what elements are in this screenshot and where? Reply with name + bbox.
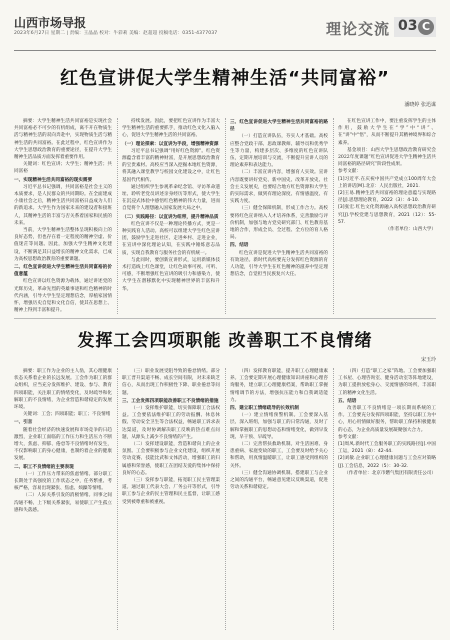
section-letter-badge: C (418, 19, 434, 35)
section-heading: 一、实现精神生活共同富裕的现实需要 (14, 177, 93, 183)
paragraph: [1]习近平.在庆祝中国共产党成立100周年大会上的讲话[M].北京：人民出版社，2021. (338, 176, 436, 189)
article-1-column-1 (14, 118, 112, 314)
article-2-headline: 发挥工会四项职能 改善职工不良情绪 (77, 331, 373, 351)
section-title: 理论交流 (325, 20, 390, 38)
paragraph: [3]张宏.红色文化资源融入高校思想政治教育研究[J].学校党建与思想教育，2021（12）：55-57. (338, 205, 436, 225)
paragraph: （一）建立情绪预警机制。工会要深入基层、深入班组，加强与职工的日常沟通，及时了解和掌握职工的思想动态和情绪变化，做到早发现、早干预、早疏导。 (230, 413, 328, 440)
paragraph: 习近平总书记强调，共同富裕是社会主义的本质要求，是人民群众的共同期盼。在全面建成小康社会之后，精神生活共同富裕日益成为人们的新追求。大学生作为国家未来的建设者和接班人，其精神生活的丰富与否关系着国家和民族的未来。 (14, 184, 112, 226)
paragraph: （二）丰富宣讲内容，增强育人实效。宣讲内容既要讲好党史、新中国史、改革开放史、社会主义发展史，也要结合地方红色资源和大学生的实际需求，做到有理论深度、有情感温度、有实践力度。 (230, 170, 328, 205)
paragraph: 摘要：职工作为企业的主人翁，其心理健康状态关系着企业的长远发展。工会作为职工的群众组织，应当充分发挥维护、建设、参与、教育四项职能，关注职工的情绪变化，及时疏导和化解职工的不良情绪，为企业营造和谐稳定的发展环境。 (14, 369, 112, 411)
paragraph: 改善职工不良情绪是一项长期而系统的工作。工会要充分发挥四项职能，坚持以职工为中心，用心用情做好服务，帮助职工保持积极健康的心态，为企业高质量发展凝聚强大合力。 (338, 406, 436, 433)
paragraph: 通过组织学生参观革命纪念馆、寻访革命遗址、聆听老党员讲述亲身经历等形式，使大学生在沉浸式体验中感悟红色精神的伟大力量，进而自觉将个人理想融入国家发展大局之中。 (122, 184, 220, 212)
paragraph: 参考文献： (338, 434, 361, 440)
column-divider (333, 368, 334, 630)
column-divider (333, 118, 334, 314)
article-separator (14, 318, 436, 319)
paragraph: （一）打造宣讲队伍，夯实人才基础。高校应整合党政干部、思政课教师、辅导员和优秀学生等力量，构建多层次、多维度的红色宣讲队伍，定期开展培训与交流，不断提升宣讲人员的理论素养和表达能力。 (230, 134, 328, 169)
section-heading: 一、引言 (14, 420, 33, 426)
article-2-column-3 (230, 368, 328, 630)
paragraph: （二）完善帮扶救助机制。对生活困难、身患重病、家庭变故的职工，工会要及时给予关心和帮助，用真情温暖职工，让职工感受到组织的关怀。 (230, 442, 328, 469)
paragraph: （二）人际关系引发的消极情绪。同事之间沟通不畅、上下级关系紧张，易使职工产生孤立感和失落感。 (14, 493, 112, 513)
section-heading: 二、红色宣讲促进大学生精神生活共同富裕的价值意蕴 (14, 265, 112, 278)
article-2-column-2 (122, 368, 220, 630)
section-heading: （二）实践路径：以宣讲为纽带，提升精神品质 (122, 214, 219, 220)
paragraph: 当前，大学生精神生活整体呈现积极向上的良好态势，但也存在着一定程度的精神空虚、价值迷茫等问题。因此，加强大学生精神文化建设，不断满足其日益增长的精神文化需求，已成为高校思想政治教育的重要课题。 (14, 228, 112, 262)
paragraph: 红色宣讲是促进大学生精神生活共同富裕的有效途径。新时代高校要充分发挥红色资源的育人功能，引导大学生在红色精神的滋养中坚定理想信念，自觉担当民族复兴大任。 (230, 250, 328, 278)
paragraph: （一）工作压力带来的焦虑情绪。部分职工长期处于高强度的工作状态之中，任务繁重、考核严格，容易出现紧张、焦虑、烦躁等情绪。 (14, 471, 112, 492)
article-2-column-4 (338, 368, 436, 630)
paragraph: （三）职业发展受阻导致的倦怠情绪。部分职工晋升渠道不畅、成长空间有限，对未来缺乏信心，从而出现工作积极性下降、职业倦怠等问题。 (122, 369, 220, 396)
section-heading: 四、建立职工情绪疏导的长效机制 (230, 406, 299, 412)
paragraph: [2]刘敏.企业职工心理健康问题与工会应对策略[J].工会信息，2022（5）：30-32. (338, 456, 436, 469)
article-1-column-3 (230, 118, 328, 314)
article-2-column-1 (14, 368, 112, 630)
section-heading: （一）理论探索：以宣讲为手段，增强精神资源 (122, 141, 219, 147)
paragraph: （作者单位：北京市燃气集团有限责任公司） (344, 470, 436, 476)
paragraph: （三）健全沟通协调机制。搭建职工与企业之间的沟通平台，畅通意见建议反映渠道，促进劳动关系和谐稳定。 (230, 470, 328, 491)
paragraph: 参考文献： (338, 169, 361, 175)
paragraph: （作者单位：山西大学） (385, 227, 436, 233)
masthead-rule (14, 50, 436, 51)
paragraph: （四）发挥教育职能，提升职工心理健康素养。工会要定期开展心理健康知识讲座和心理咨询服务，建立职工心理健康档案，帮助职工掌握情绪调节的方法，增强抗压能力和自我调适能力。 (230, 369, 328, 403)
paragraph: [1]周凤.新时代工会服务职工的实践路径[J].中国工运，2021（8）：42-44. (338, 442, 436, 455)
paragraph: 与此同时，要创新宣讲形式，运用新媒体技术打造线上红色课堂，让红色故事可视、可听、可感，不断增强红色宣讲的吸引力和感染力，使大学生在潜移默化中实现精神世界的丰富和升华。 (122, 257, 220, 292)
article-1-column-2 (122, 118, 220, 314)
paragraph: 红色宣讲不仅是一种理论传播方式，更是一种实践育人活动。高校可以组建大学生红色宣讲团，鼓励学生走进社区、走进乡村、走进企业，在宣讲中深化理论认知，在实践中锤炼意志品质，实现自我教育与服务社会的有机统一。 (122, 221, 220, 256)
article-1-byline: 潘晓婷 张迅谋 (404, 102, 436, 108)
section-heading: 五、结语 (338, 398, 357, 404)
masthead (14, 14, 436, 48)
issue-meta: 2023年6月27日 星期二 | 责编：王晶晶 校对：牛彩莉 美编：赵超超 投稿电话：0351-4377037 (14, 31, 218, 36)
paragraph: 关键词：红色宣讲；大学生；精神生活；共同富裕 (14, 162, 112, 175)
paragraph: 摘要：大学生精神生活共同富裕是实现社会共同富裕必不可少的有机组成，离不开在物质生活与精神生活的双向奔赴中，实现物质生活与精神生活的共同富裕。在此过程中，红色宣讲作为大学生思想政治教育的重要途径，在提升大学生精神生活品质方面发挥着重要作用。 (14, 119, 112, 161)
column-divider (117, 368, 118, 630)
newspaper-name: 山西市场导报 (14, 16, 87, 30)
article-2-byline: 宋玉玲 (420, 357, 436, 363)
paragraph: [2]王易.精神生活共同富裕的理论意蕴与实现路径[J].思想理论教育，2022（3）：4-10. (338, 191, 436, 204)
paragraph: （三）健全保障机制，形成工作合力。高校要将红色宣讲纳入人才培养体系，完善激励与评价机制，加强与地方党史研究部门、红色教育基地的合作，形成全员、全过程、全方位的育人格局。 (230, 206, 328, 241)
section-heading: 二、职工不良情绪的主要表现 (14, 464, 74, 470)
paragraph: 红色宣讲以红色资源为载体，通过讲述党的光辉历史、革命先烈的英雄事迹和红色精神的时代内涵，引导大学生坚定理想信念，厚植家国情怀，增强历史自觉和文化自信，使其在思想上、精神上得到丰富和提升。 (14, 279, 112, 314)
paragraph: （二）发挥建设职能，营造和谐向上的企业氛围。工会要积极参与企业文化建设，组织开展劳动竞赛、技能比武和文体活动，增强职工的归属感和荣誉感，使职工在团结友爱的集体中保持良好的心态。 (122, 442, 220, 476)
paragraph: （三）发挥参与职能，拓宽职工民主管理渠道。通过职工代表大会、厂务公开等形式，引导职工参与企业的民主管理和民主监督，让职工感受到被尊重和被重视。 (122, 478, 220, 505)
section-heading: 三、工会发挥四项职能改善职工不良情绪的措施 (122, 398, 219, 404)
column-divider (225, 368, 226, 630)
column-divider (117, 118, 118, 314)
paragraph: 基金项目：山西大学生思想政治教育研究会2022年度课题“红色宣讲促进大学生精神生活共同富裕的路径研究”阶段性成果。 (338, 147, 436, 168)
section-heading: 四、结语 (230, 243, 249, 249)
paragraph: （四）打造“职工之家”阵地。工会要加强职工书屋、心理咨询室、健身活动室等阵地建设，为职工提供放松身心、交流情感的场所，丰富职工的精神文化生活。 (338, 369, 436, 396)
paragraph: （一）发挥维护职能，切实保障职工合法权益。工会要依法维护职工的劳动报酬、休息休假、劳动安全卫生等合法权益，畅通职工诉求表达渠道，及时协调解决职工反映的热点难点问题，从源头上减少不良情绪的产生。 (122, 406, 220, 440)
paragraph: 持续发展。因此，要把红色宣讲作为丰富大学生精神生活的重要抓手，推动红色文化入脑入心，促进大学生精神生活的共同富裕。 (122, 119, 220, 139)
section-heading: 三、红色宣讲促进大学生精神生活共同富裕的路径 (230, 120, 328, 133)
paragraph: 随着社会经济的快速发展和市场竞争的日趋激烈，企业职工面临的工作压力和生活压力不断增大，焦虑、抑郁、倦怠等不良情绪时有发生，不仅影响职工的身心健康，也制约着企业的健康发展。 (14, 427, 112, 462)
paragraph: 在红色宣讲工作中，要注重发挥学生的主体作用，鼓励大学生在“学”中“讲”、在“讲”中“悟”，从而不断提升其精神境界和综合素养。 (338, 119, 436, 146)
page-number: 03 (398, 18, 418, 34)
article-1-headline: 红色宣讲促大学生精神生活“共同富裕” (60, 68, 390, 89)
paragraph: 关键词：工会；四项职能；职工；不良情绪 (23, 412, 111, 418)
paragraph: 习近平总书记强调“用好红色资源”。红色资源蕴含着丰富的精神财富，是开展思想政治教育的宝贵素材。高校应当深入挖掘本地红色资源，将其融入课堂教学与校园文化建设之中，让红色基因代代相传。 (122, 148, 220, 183)
column-divider (225, 118, 226, 314)
article-1-column-4 (338, 118, 436, 314)
page-number-box (394, 17, 436, 37)
